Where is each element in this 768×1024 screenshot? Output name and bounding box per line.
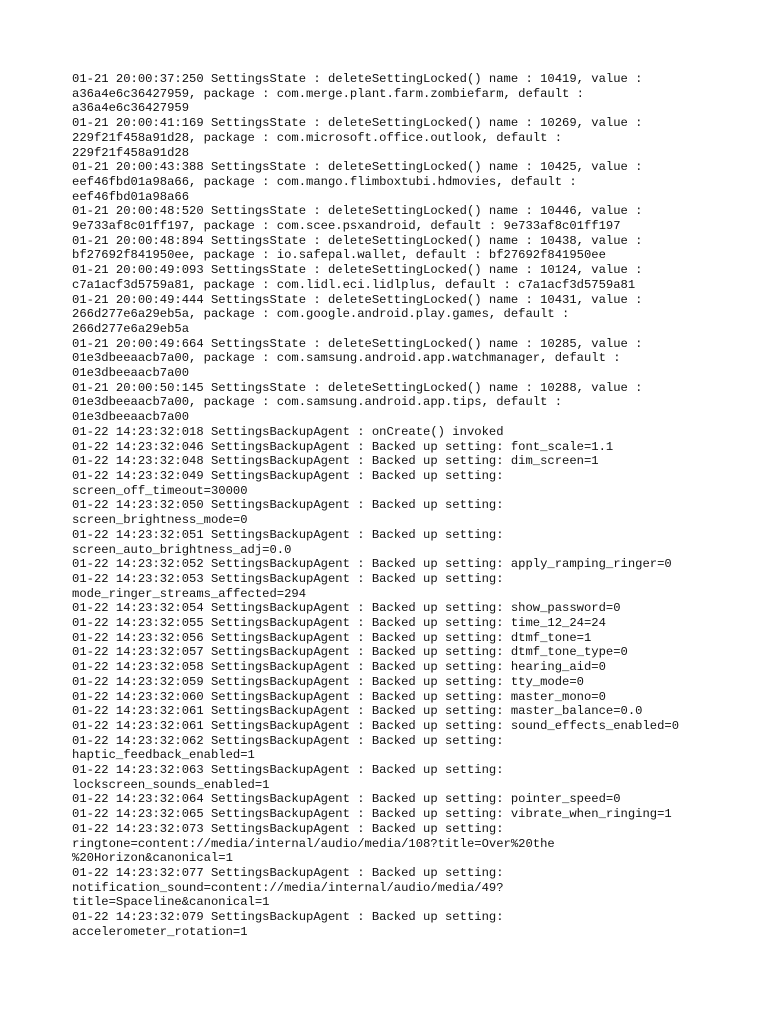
log-line: 01-21 20:00:43:388 SettingsState : deleteSettingLocked() name : 10425, value : bbox=[72, 160, 643, 175]
log-line: 01-22 14:23:32:064 SettingsBackupAgent : Backed up setting: pointer_speed=0 bbox=[72, 792, 621, 807]
log-line: screen_off_timeout=30000 bbox=[72, 483, 248, 498]
log-line: notification_sound=content://media/internal/audio/media/49? bbox=[72, 880, 504, 895]
log-line: 01-22 14:23:32:049 SettingsBackupAgent : Backed up setting: bbox=[72, 468, 504, 483]
log-line: %20Horizon&canonical=1 bbox=[72, 851, 233, 866]
log-line: 01-22 14:23:32:054 SettingsBackupAgent : Backed up setting: show_password=0 bbox=[72, 601, 621, 616]
log-line: 01-22 14:23:32:055 SettingsBackupAgent : Backed up setting: time_12_24=24 bbox=[72, 616, 606, 631]
log-line: c7a1acf3d5759a81, package : com.lidl.eci.lidlplus, default : c7a1acf3d5759a81 bbox=[72, 277, 636, 292]
log-document bbox=[72, 72, 712, 939]
log-line: 01-22 14:23:32:052 SettingsBackupAgent : Backed up setting: apply_ramping_ringer=0 bbox=[72, 557, 672, 572]
log-line: a36a4e6c36427959 bbox=[72, 101, 190, 116]
log-line: a36a4e6c36427959, package : com.merge.plant.farm.zombiefarm, default : bbox=[72, 86, 584, 101]
log-line: accelerometer_rotation=1 bbox=[72, 924, 248, 939]
log-line: 01-22 14:23:32:046 SettingsBackupAgent : Backed up setting: font_scale=1.1 bbox=[72, 439, 614, 454]
log-line: 01-22 14:23:32:065 SettingsBackupAgent : Backed up setting: vibrate_when_ringing=1 bbox=[72, 807, 672, 822]
log-line: 01-22 14:23:32:053 SettingsBackupAgent : Backed up setting: bbox=[72, 571, 504, 586]
log-line: 01-22 14:23:32:058 SettingsBackupAgent : Backed up setting: hearing_aid=0 bbox=[72, 660, 606, 675]
log-line: 01-22 14:23:32:050 SettingsBackupAgent : Backed up setting: bbox=[72, 498, 504, 513]
log-body bbox=[72, 72, 712, 939]
log-line: 01-22 14:23:32:061 SettingsBackupAgent : Backed up setting: sound_effects_enabled=0 bbox=[72, 718, 680, 733]
log-line: title=Spaceline&canonical=1 bbox=[72, 895, 270, 910]
log-line: ringtone=content://media/internal/audio/media/108?title=Over%20the bbox=[72, 836, 555, 851]
log-line: 01e3dbeeaacb7a00, package : com.samsung.android.app.tips, default : bbox=[72, 395, 563, 410]
log-line: 01-21 20:00:50:145 SettingsState : deleteSettingLocked() name : 10288, value : bbox=[72, 380, 643, 395]
log-line: screen_brightness_mode=0 bbox=[72, 513, 248, 528]
log-line: 01-22 14:23:32:073 SettingsBackupAgent : Backed up setting: bbox=[72, 821, 504, 836]
log-line: 229f21f458a91d28, package : com.microsoft.office.outlook, default : bbox=[72, 130, 563, 145]
log-line: 266d277e6a29eb5a bbox=[72, 321, 190, 336]
log-line: 01-21 20:00:49:444 SettingsState : deleteSettingLocked() name : 10431, value : bbox=[72, 292, 643, 307]
log-line: 01e3dbeeaacb7a00, package : com.samsung.android.app.watchmanager, default : bbox=[72, 351, 621, 366]
log-line: 01-22 14:23:32:048 SettingsBackupAgent : Backed up setting: dim_screen=1 bbox=[72, 454, 599, 469]
log-line: 01-21 20:00:48:894 SettingsState : deleteSettingLocked() name : 10438, value : bbox=[72, 233, 643, 248]
log-line: 01-21 20:00:41:169 SettingsState : deleteSettingLocked() name : 10269, value : bbox=[72, 116, 643, 131]
log-line: 01e3dbeeaacb7a00 bbox=[72, 366, 190, 381]
log-line: 01-22 14:23:32:077 SettingsBackupAgent : Backed up setting: bbox=[72, 865, 504, 880]
log-line: 266d277e6a29eb5a, package : com.google.android.play.games, default : bbox=[72, 307, 570, 322]
log-line: 01-21 20:00:37:250 SettingsState : deleteSettingLocked() name : 10419, value : bbox=[72, 72, 643, 86]
log-line: 01-22 14:23:32:057 SettingsBackupAgent : Backed up setting: dtmf_tone_type=0 bbox=[72, 645, 628, 660]
log-line: 01-21 20:00:49:093 SettingsState : deleteSettingLocked() name : 10124, value : bbox=[72, 263, 643, 278]
log-line: bf27692f841950ee, package : io.safepal.wallet, default : bf27692f841950ee bbox=[72, 248, 606, 263]
log-line: 01-22 14:23:32:060 SettingsBackupAgent : Backed up setting: master_mono=0 bbox=[72, 689, 606, 704]
log-line: 01-21 20:00:48:520 SettingsState : deleteSettingLocked() name : 10446, value : bbox=[72, 204, 643, 219]
log-line: 229f21f458a91d28 bbox=[72, 145, 190, 160]
log-line: 01-22 14:23:32:079 SettingsBackupAgent : Backed up setting: bbox=[72, 910, 504, 925]
log-line: mode_ringer_streams_affected=294 bbox=[72, 586, 307, 601]
log-line: 01-22 14:23:32:062 SettingsBackupAgent : Backed up setting: bbox=[72, 733, 504, 748]
log-line: haptic_feedback_enabled=1 bbox=[72, 748, 255, 763]
log-line: eef46fbd01a98a66, package : com.mango.flimboxtubi.hdmovies, default : bbox=[72, 174, 577, 189]
log-line: eef46fbd01a98a66 bbox=[72, 189, 190, 204]
log-line: 01-21 20:00:49:664 SettingsState : deleteSettingLocked() name : 10285, value : bbox=[72, 336, 643, 351]
log-line: 01-22 14:23:32:061 SettingsBackupAgent : Backed up setting: master_balance=0.0 bbox=[72, 704, 643, 719]
log-line: lockscreen_sounds_enabled=1 bbox=[72, 777, 270, 792]
log-line: 01e3dbeeaacb7a00 bbox=[72, 410, 190, 425]
log-line: 9e733af8c01ff197, package : com.scee.psxandroid, default : 9e733af8c01ff197 bbox=[72, 219, 621, 234]
log-line: 01-22 14:23:32:059 SettingsBackupAgent : Backed up setting: tty_mode=0 bbox=[72, 674, 584, 689]
log-line: 01-22 14:23:32:018 SettingsBackupAgent : onCreate() invoked bbox=[72, 424, 504, 439]
log-line: 01-22 14:23:32:063 SettingsBackupAgent : Backed up setting: bbox=[72, 763, 504, 778]
log-line: 01-22 14:23:32:051 SettingsBackupAgent : Backed up setting: bbox=[72, 527, 504, 542]
log-line: 01-22 14:23:32:056 SettingsBackupAgent : Backed up setting: dtmf_tone=1 bbox=[72, 630, 592, 645]
log-line: screen_auto_brightness_adj=0.0 bbox=[72, 542, 292, 557]
